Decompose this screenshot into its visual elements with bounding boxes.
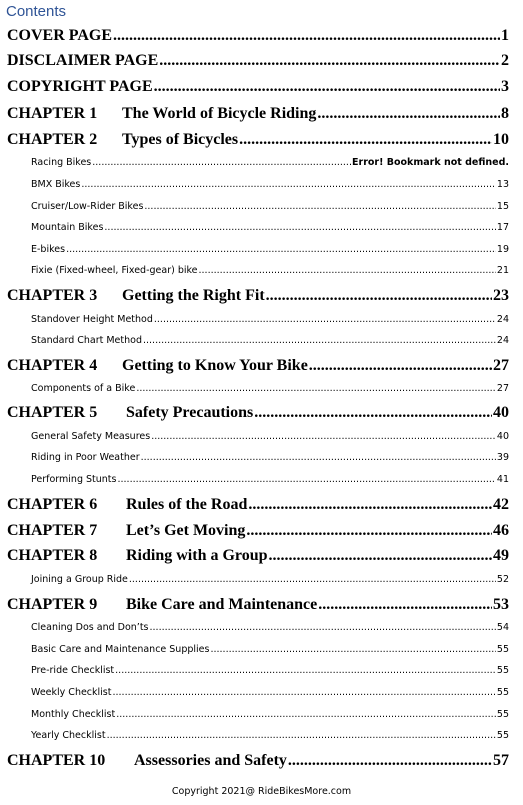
toc-page-number: 8 <box>501 105 509 122</box>
toc-chapter-title: Rules of the Road <box>126 496 248 513</box>
toc-leader <box>129 574 496 585</box>
toc-leader <box>115 665 496 676</box>
toc-page-number: 27 <box>496 383 509 394</box>
toc-page-number: 27 <box>493 357 509 374</box>
toc-entry-mountain-bikes[interactable] <box>0 222 523 233</box>
toc-leader <box>136 383 496 394</box>
toc-chapter-label: CHAPTER 5 <box>7 404 98 421</box>
toc-leader <box>151 431 496 442</box>
toc-section-title: General Safety Measures <box>31 431 151 442</box>
toc-section-title: Monthly Checklist <box>31 709 116 720</box>
toc-chapter-label: CHAPTER 3 <box>7 287 98 304</box>
toc-page-number: 19 <box>496 244 509 255</box>
toc-entry-yearly[interactable] <box>0 730 523 741</box>
toc-entry-weekly[interactable] <box>0 687 523 698</box>
toc-entry-racing-bikes[interactable] <box>0 157 523 168</box>
toc-leader <box>141 452 496 463</box>
toc-chapter-title: The World of Bicycle Riding <box>122 105 317 122</box>
toc-page-number: 21 <box>496 265 509 276</box>
toc-leader <box>116 709 496 720</box>
toc-leader <box>266 287 492 305</box>
toc-section-title: Performing Stunts <box>31 474 117 485</box>
toc-entry-standard-chart[interactable] <box>0 335 523 346</box>
toc-page-number: 24 <box>496 335 509 346</box>
toc-chapter-label: CHAPTER 8 <box>7 547 98 564</box>
toc-entry-chapter-7[interactable] <box>0 522 523 540</box>
toc-page-number: 55 <box>496 665 509 676</box>
toc-leader <box>66 244 496 255</box>
toc-leader <box>246 522 492 540</box>
toc-leader <box>288 752 492 770</box>
toc-entry-chapter-8[interactable] <box>0 547 523 565</box>
toc-page-number: 55 <box>496 687 509 698</box>
toc-page-number: 23 <box>493 287 509 304</box>
toc-chapter-label: DISCLAIMER PAGE <box>7 52 159 69</box>
toc-page-number: 13 <box>496 179 509 190</box>
toc-section-title: Yearly Checklist <box>31 730 106 741</box>
toc-page-number: 40 <box>493 404 509 421</box>
toc-leader <box>154 314 496 325</box>
toc-page-number: 40 <box>496 431 509 442</box>
toc-chapter-label: CHAPTER 4 <box>7 357 98 374</box>
toc-leader <box>143 335 496 346</box>
toc-chapter-title: Let’s Get Moving <box>126 522 246 539</box>
toc-chapter-title: Getting the Right Fit <box>122 287 265 304</box>
toc-page-number: 15 <box>496 201 509 212</box>
toc-leader <box>150 622 496 633</box>
page-footer: Copyright 2021@ RideBikesMore.com <box>171 786 352 797</box>
toc-entry-stunts[interactable] <box>0 474 523 485</box>
toc-entry-chapter-9[interactable] <box>0 596 523 614</box>
toc-entry-chapter-10[interactable] <box>0 752 523 770</box>
toc-chapter-title: Riding with a Group <box>126 547 268 564</box>
toc-entry-chapter-6[interactable] <box>0 496 523 514</box>
toc-leader <box>199 265 496 276</box>
toc-page-number: 49 <box>493 547 509 564</box>
toc-leader <box>318 596 492 614</box>
toc-entry-bmx-bikes[interactable] <box>0 179 523 190</box>
toc-leader <box>239 131 492 149</box>
toc-section-title: Joining a Group Ride <box>31 574 128 585</box>
toc-section-title: Weekly Checklist <box>31 687 112 698</box>
toc-page-number: 10 <box>493 131 509 148</box>
toc-page-number: Error! Bookmark not defined. <box>352 157 509 168</box>
toc-leader <box>159 52 500 70</box>
toc-entry-chapter-4[interactable] <box>0 357 523 375</box>
toc-leader <box>81 179 496 190</box>
toc-leader <box>269 547 492 565</box>
toc-chapter-title: Bike Care and Maintenance <box>126 596 318 613</box>
toc-entry-cruiser-bikes[interactable] <box>0 201 523 212</box>
toc-page-number: 41 <box>496 474 509 485</box>
toc-section-title: Standard Chart Method <box>31 335 142 346</box>
toc-leader <box>309 357 492 375</box>
toc-leader <box>248 496 492 514</box>
toc-entry-poor-weather[interactable] <box>0 452 523 463</box>
toc-chapter-title: Types of Bicycles <box>122 131 239 148</box>
toc-section-title: Components of a Bike <box>31 383 136 394</box>
toc-entry-group-ride[interactable] <box>0 574 523 585</box>
toc-leader <box>113 27 500 45</box>
toc-section-title: E-bikes <box>31 244 66 255</box>
toc-page-number: 53 <box>493 596 509 613</box>
toc-section-title: Riding in Poor Weather <box>31 452 140 463</box>
toc-section-title: Cleaning Dos and Don’ts <box>31 622 149 633</box>
toc-page-number: 55 <box>496 709 509 720</box>
toc-section-title: Basic Care and Maintenance Supplies <box>31 644 210 655</box>
toc-chapter-label: CHAPTER 6 <box>7 496 98 513</box>
toc-page-number: 52 <box>496 574 509 585</box>
toc-entry-chapter-2[interactable] <box>0 131 523 149</box>
toc-entry-copyright[interactable] <box>0 78 523 96</box>
toc-leader <box>92 157 351 168</box>
toc-section-title: Cruiser/Low-Rider Bikes <box>31 201 144 212</box>
toc-page-number: 39 <box>496 452 509 463</box>
toc-chapter-label: COVER PAGE <box>7 27 113 44</box>
toc-section-title: Racing Bikes <box>31 157 92 168</box>
toc-leader <box>154 78 500 96</box>
toc-chapter-label: CHAPTER 7 <box>7 522 98 539</box>
toc-section-title: BMX Bikes <box>31 179 81 190</box>
toc-entry-e-bikes[interactable] <box>0 244 523 255</box>
toc-section-title: Standover Height Method <box>31 314 153 325</box>
toc-entry-standover-height[interactable] <box>0 314 523 325</box>
toc-chapter-label: CHAPTER 1 <box>7 105 98 122</box>
toc-page-number: 2 <box>501 52 509 69</box>
toc-entry-components[interactable] <box>0 383 523 394</box>
toc-leader <box>144 201 496 212</box>
toc-leader <box>113 687 496 698</box>
toc-chapter-label: COPYRIGHT PAGE <box>7 78 153 95</box>
toc-entry-chapter-5[interactable] <box>0 404 523 422</box>
toc-leader <box>254 404 492 422</box>
toc-chapter-title: Safety Precautions <box>126 404 254 421</box>
toc-entry-supplies[interactable] <box>0 644 523 655</box>
toc-leader <box>117 474 495 485</box>
toc-entry-pre-ride[interactable] <box>0 665 523 676</box>
toc-page-number: 46 <box>493 522 509 539</box>
toc-chapter-title: Assessories and Safety <box>134 752 287 769</box>
toc-entry-cover[interactable] <box>0 27 523 45</box>
toc-chapter-title: Getting to Know Your Bike <box>122 357 308 374</box>
toc-section-title: Pre-ride Checklist <box>31 665 115 676</box>
toc-page-number: 57 <box>493 752 509 769</box>
toc-entry-monthly[interactable] <box>0 709 523 720</box>
toc-leader <box>317 105 500 123</box>
contents-heading: Contents <box>6 3 67 20</box>
toc-section-title: Fixie (Fixed-wheel, Fixed-gear) bike <box>31 265 198 276</box>
toc-chapter-label: CHAPTER 9 <box>7 596 98 613</box>
toc-page-number: 42 <box>493 496 509 513</box>
toc-page-number: 17 <box>496 222 509 233</box>
toc-page-number: 54 <box>496 622 509 633</box>
toc-page-number: 55 <box>496 644 509 655</box>
toc-entry-chapter-3[interactable] <box>0 287 523 305</box>
toc-entry-fixie[interactable] <box>0 265 523 276</box>
toc-entry-general-safety[interactable] <box>0 431 523 442</box>
toc-leader <box>210 644 495 655</box>
toc-leader <box>104 222 496 233</box>
toc-page-number: 1 <box>501 27 509 44</box>
toc-section-title: Mountain Bikes <box>31 222 104 233</box>
toc-leader <box>107 730 496 741</box>
toc-entry-chapter-1[interactable] <box>0 105 523 123</box>
toc-chapter-label: CHAPTER 10 <box>7 752 106 769</box>
toc-entry-cleaning[interactable] <box>0 622 523 633</box>
toc-page-number: 55 <box>496 730 509 741</box>
toc-chapter-label: CHAPTER 2 <box>7 131 98 148</box>
toc-entry-disclaimer[interactable] <box>0 52 523 70</box>
toc-page-number: 24 <box>496 314 509 325</box>
toc-page-number: 3 <box>501 78 509 95</box>
